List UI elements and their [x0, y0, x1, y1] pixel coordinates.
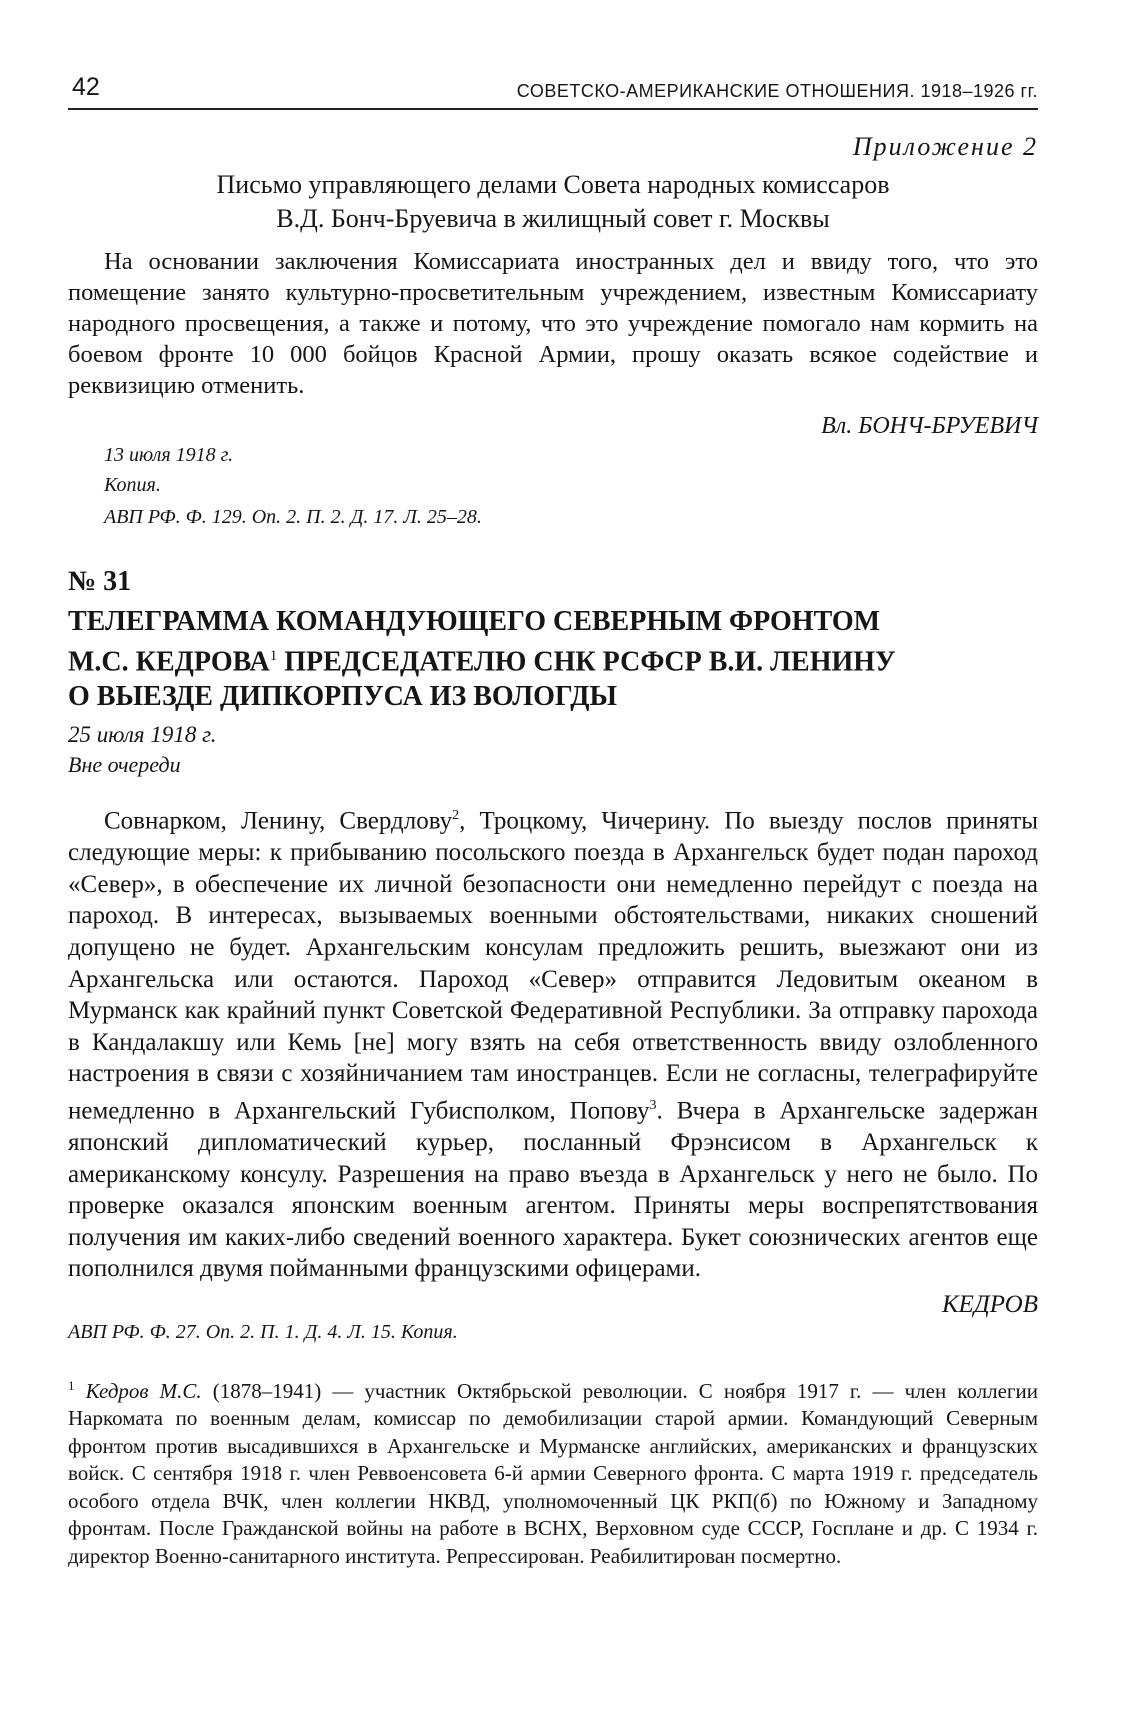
telegram-archive-ref: АВП РФ. Ф. 27. Оп. 2. П. 1. Д. 4. Л. 15. Копия.	[68, 1320, 458, 1343]
running-title: СОВЕТСКО-АМЕРИКАНСКИЕ ОТНОШЕНИЯ. 1918–1926 гг.	[516, 81, 1038, 101]
footnote	[68, 1372, 1038, 1571]
letter-title	[68, 168, 1038, 236]
document-section	[68, 566, 1038, 1344]
footnote-ref-3: 3	[649, 1098, 657, 1113]
document-urgency: Вне очереди	[68, 752, 181, 778]
appendix-label: Приложение 2	[852, 132, 1038, 161]
footnote-ref-1: 1	[269, 648, 278, 664]
title-recipient: ПРЕДСЕДАТЕЛЮ СНК РСФСР В.И. ЛЕНИНУ	[277, 646, 896, 678]
title-name: М.С. КЕДРОВА	[68, 646, 270, 678]
document-title-line-2	[68, 639, 1038, 679]
page-number: 42	[72, 73, 100, 101]
letter-title-line-1: Письмо управляющего делами Совета народных комиссаров	[216, 170, 890, 199]
letter-signature: Вл. БОНЧ-БРУЕВИЧ	[821, 413, 1038, 439]
footnote-text: (1878–1941) — участник Октябрьской революции. С ноября 1917 г. — член коллегии Наркомата по военным делам, комиссар по демобилизации старой армии. Командующий Северным фронтом против высадившихся в Архангельске и Мурманске английских, американских и французских войск. С сентября 1918 г. член Реввоенсовета 6-й армии Северного фронта. С марта 1919 г. председатель особого отдела ВЧК, член коллегии НКВД, уполномоченный ЦК РКП(б) по Южному и Западному фронтам. После Гражданской войны на работе в ВСНХ, Верховном суде СССР, Госплане и др. С 1934 г. директор Военно-санитарного института. Репрессирован. Реабилитирован посмертно.	[68, 1378, 1039, 1568]
letter-archive-ref: АВП РФ. Ф. 129. Оп. 2. П. 2. Д. 17. Л. 25–28.	[104, 506, 482, 528]
document-date: 25 июля 1918 г.	[68, 722, 217, 748]
footnote-ref-2: 2	[452, 808, 460, 824]
telegram-text-3: . Вчера в Архангельске задержан японский дипломатический курьер, посланный Фрэнсисом в Архангельск к американскому консулу. Разрешения на право въезда в Архангельск у него не было. По проверке оказался японским военным агентом. Приняты меры воспрепятствования получения им каких-либо сведений военного характера. Букет союзнических агентов еще пополнился двумя пойманными французскими офицерами.	[68, 1097, 1038, 1283]
letter-date: 13 июля 1918 г.	[104, 444, 234, 466]
document-title-line-1: ТЕЛЕГРАММА КОМАНДУЮЩЕГО СЕВЕРНЫМ ФРОНТОМ	[68, 606, 881, 637]
appendix-section	[68, 132, 1038, 532]
telegram-signature: КЕДРОВ	[941, 1290, 1038, 1318]
telegram-text-2: , Троцкому, Чичерину. По выезду послов приняты следующие меры: к прибыванию посольского поезда в Архангельск будет подан пароход «Север», в обеспечение их личной безопасности они немедленно перейдут с поезда на пароход. В интересах, вызываемых военными обстоятельствами, никаких сношений допущено не будет. Архангельским консулам предложить решить, выезжают они из Архангельска или остаются. Пароход «Север» отправится Ледовитым океаном в Мурманск как крайний пункт Советской Федеративной Республики. За отправку парохода в Кандалакшу или Кемь [не] могу взять на себя ответственность ввиду озлобленного настроения в связи с хозяйничанием там иностранцев. Если не согласны, телеграфируйте немедленно в Архангельский Губисполком, Попову	[68, 807, 1039, 1125]
letter-title-line-2: В.Д. Бонч-Бруевича в жилищный совет г. Москвы	[276, 204, 830, 233]
letter-copy-note: Копия.	[104, 474, 161, 496]
document-title-line-3: О ВЫЕЗДЕ ДИПКОРПУСА ИЗ ВОЛОГДЫ	[68, 681, 618, 713]
telegram-body	[68, 800, 1038, 1285]
footnote-name: Кедров М.С.	[85, 1378, 202, 1403]
running-header	[68, 68, 1038, 110]
telegram-text-1: Совнарком, Ленину, Свердлову	[104, 807, 453, 835]
page	[68, 68, 1038, 1570]
letter-body: На основании заключения Комиссариата иностранных дел и ввиду того, что это помещение занято культурно-просветительным учреждением, известным Комиссариату народного просвещения, а также и потому, что это учреждение помогало нам кормить на боевом фронте 10 000 бойцов Красной Армии, прошу оказать всякое содействие и реквизицию отменить.	[68, 248, 1038, 399]
document-title	[68, 604, 1038, 714]
document-number: № 31	[68, 566, 132, 597]
footnote-marker: 1	[68, 1377, 75, 1393]
